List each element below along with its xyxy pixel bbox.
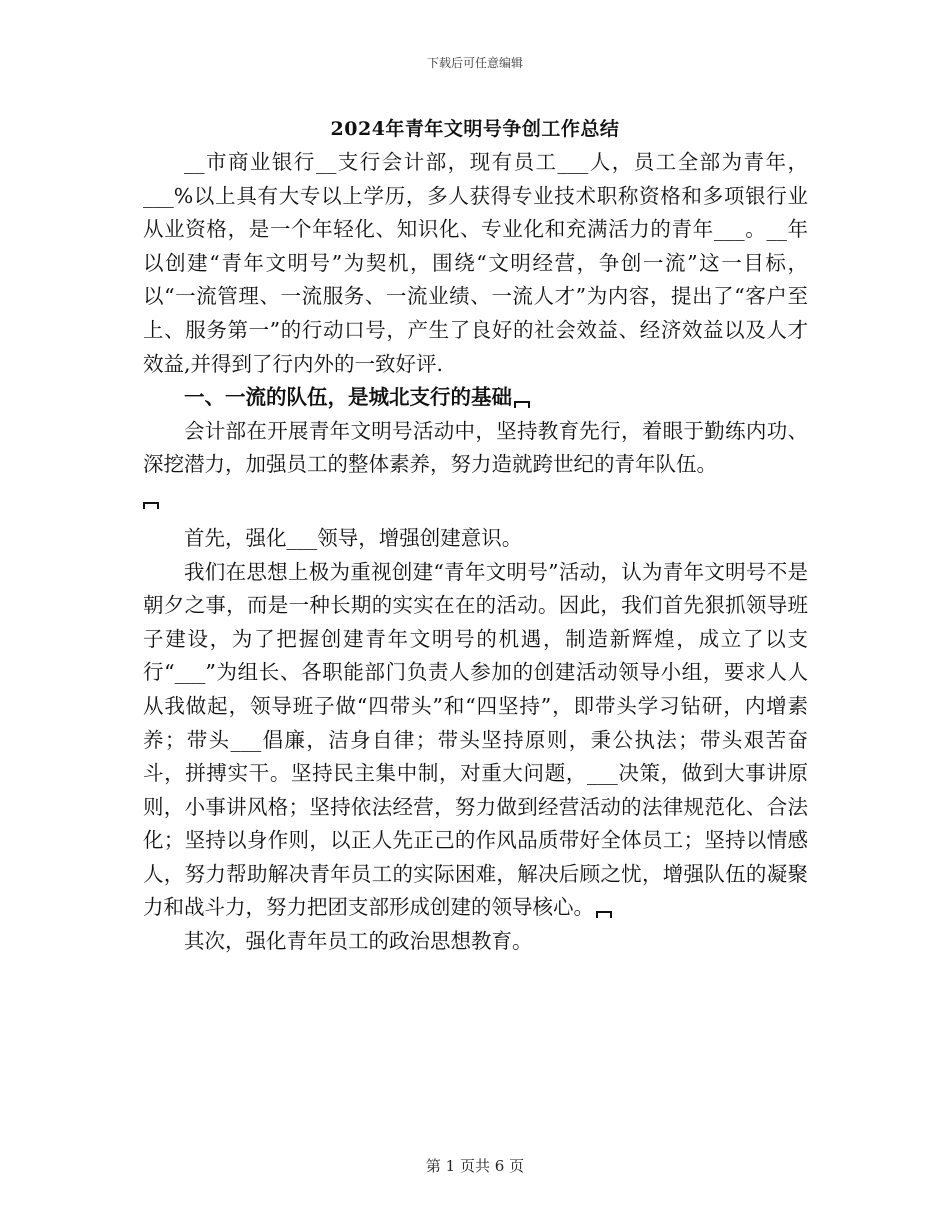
paragraph-mark-icon [514,401,530,408]
section-1-paragraph: 会计部在开展青年文明号活动中，坚持教育先行，着眼于勤练内功、深挖潜力，加强员工的整体素养，努力造就跨世纪的青年队伍。 [143,418,808,477]
document-body [143,146,808,959]
paragraph-mark-icon [143,502,159,509]
point-1-body-text: 我们在思想上极为重视创建“青年文明号”活动，认为青年文明号不是朝夕之事，而是一种长期的实实在在的活动。因此，我们首先狠抓领导班子建设，为了把握创建青年文明号的机遇，制造新辉煌，成立了以支行“___”为组长、各职能部门负责人参加的创建活动领导小组，要求人人从我做起，领导班子做“四带头”和“四坚持”，即带头学习钻研，内增素养；带头___倡廉，洁身自律；带头坚持原则，秉公执法；带头艰苦奋斗，拼搏实干。坚持民主集中制，对重大问题，___决策，做到大事讲原则，小事讲风格；坚持依法经营，努力做到经营活动的法律规范化、合法化；坚持以身作则，以正人先正己的作风品质带好全体员工；坚持以情感人，努力帮助解决青年员工的实际困难，解决后顾之忧，增强队伍的凝聚力和战斗力，努力把团支部形成创建的领导核心。 [143,559,808,920]
section-1-heading-text: 一、一流的队伍，是城北支行的基础 [184,385,512,410]
paragraph-mark-icon [596,911,612,918]
paragraph-mark-line [143,482,808,522]
point-1-body [143,556,808,926]
point-1-heading: 首先，强化___领导，增强创建意识。 [184,525,523,550]
section-1-heading [143,381,808,415]
page-header-note: 下载后可任意编辑 [426,56,523,70]
document-title: 2024年青年文明号争创工作总结 [330,118,620,140]
page-footer: 第 1 页共 6 页 [425,1157,525,1175]
point-2-heading: 其次，强化青年员工的政治思想教育。 [184,929,533,954]
intro-paragraph: __市商业银行__支行会计部，现有员工___人，员工全部为青年，___%以上具有大专以上学历，多人获得专业技术职称资格和多项银行业从业资格，是一个年轻化、知识化、专业化和充满活力的青年___。__年以创建“青年文明号”为契机，围绕“文明经营，争创一流”这一目标，以“一流管理、一流服务、一流业绩、一流人才”为内容，提出了“客户至上、服务第一”的行动口号，产生了良好的社会效益、经济效益以及人才效益,并得到了行内外的一致好评. [143,150,808,376]
